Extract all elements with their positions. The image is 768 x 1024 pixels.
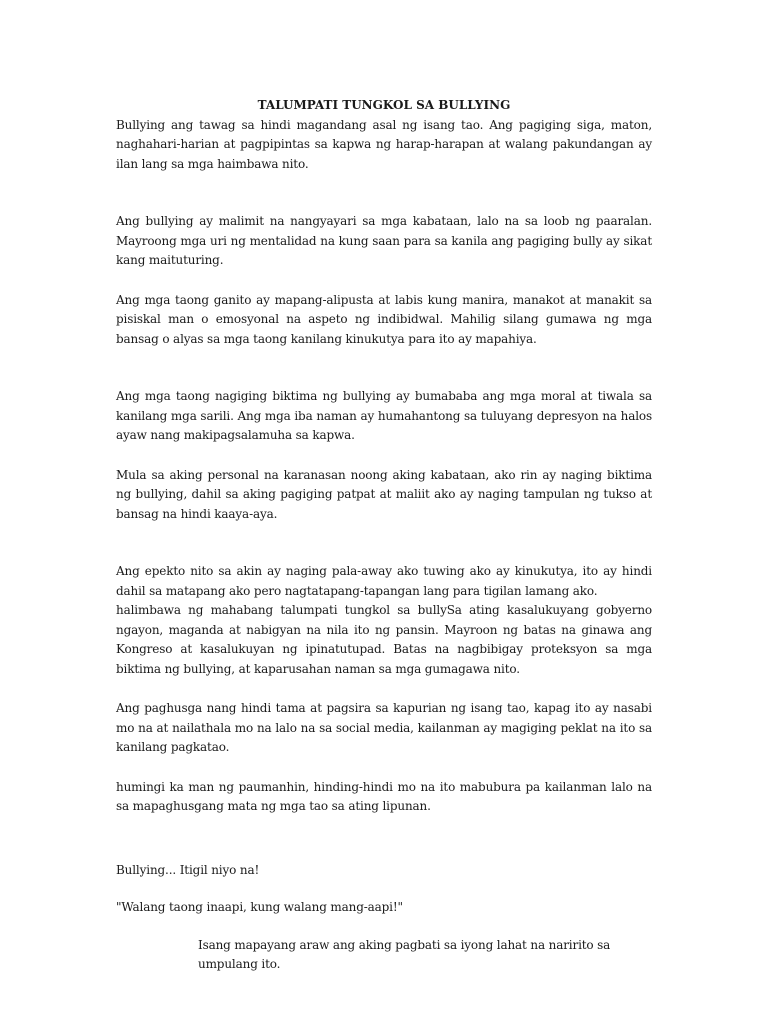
document-body (116, 96, 652, 975)
paragraph-2: Ang bullying ay malimit na nangyayari sa mga kabataan, lalo na sa loob ng paaralan. Mayroong mga uri ng mentalidad na kung saan para sa kanila ang pagiging bully ay sikat kang maituturing. (116, 214, 652, 267)
document-title: TALUMPATI TUNGKOL SA BULLYING (257, 98, 511, 112)
spacer (116, 446, 652, 466)
quote-line: "Walang taong inaapi, kung walang mang-aapi!" (116, 900, 403, 914)
spacer (116, 349, 652, 387)
spacer (116, 679, 652, 699)
spacer (116, 817, 652, 861)
spacer (116, 880, 652, 898)
greeting-line: Isang mapayang araw ang aking pagbati sa iyong lahat na naririto sa umpulang ito. (198, 937, 611, 971)
paragraph-3: Ang mga taong ganito ay mapang-alipusta at labis kung manira, manakot at manakit sa pisiskal man o emosyonal na aspeto ng indibidwal. Mahilig silang gumawa ng mga bansag o alyas sa mga taong kanilang kinukutya para ito ay mapahiya. (116, 292, 652, 346)
spacer (116, 758, 652, 778)
paragraph-1: Bullying ang tawag sa hindi magandang asal ng isang tao. Ang pagiging siga, maton, naghahari-harian at pagpipintas sa kapwa ng harap-harapan at walang pakundangan ay ilan lang sa mga haimbawa nito. (116, 117, 652, 171)
paragraph-9: humingi ka man ng paumanhin, hinding-hindi mo na ito mabubura pa kailanman lalo na sa mapaghusgang mata ng mga tao sa ating lipunan. (116, 779, 652, 813)
paragraph-8: Ang paghusga nang hindi tama at pagsira sa kapurian ng isang tao, kapag ito ay nasabi mo na at nailathala mo na lalo na sa social media, kailanman ay magiging peklat na ito sa kanilang pagkatao. (116, 701, 652, 754)
paragraph-5: Mula sa aking personal na karanasan noong aking kabataan, ako rin ay naging biktima ng bullying, dahil sa aking pagiging patpat at maliit ako ay naging tampulan ng tukso at bansag na hindi kaaya-aya. (116, 467, 652, 521)
spacer (116, 524, 652, 562)
spacer (116, 271, 652, 291)
paragraph-6: Ang epekto nito sa akin ay naging pala-away ako tuwing ako ay kinukutya, ito ay hindi dahil sa matapang ako pero nagtatapang-tapangan lang para tigilan lamang ako. (116, 564, 652, 598)
paragraph-7: halimbawa ng mahabang talumpati tungkol sa bullySa ating kasalukuyang gobyerno ngayon, maganda at nabigyan na nila ito ng pansin. Mayroon ng batas na ginawa ang Kongreso at kasalukuyan ng ipinatutupad. Batas na nagbibigay proteksyon sa mga biktima ng bullying, at kaparusahan naman sa mga gumagawa nito. (116, 603, 652, 676)
spacer (116, 174, 652, 212)
paragraph-4: Ang mga taong nagiging biktima ng bullying ay bumababa ang mga moral at tiwala sa kanilang mga sarili. Ang mga iba naman ay humahantong sa tuluyang depresyon na halos ayaw nang makipagsalamuha sa kapwa. (116, 389, 652, 442)
closing-line: Bullying... Itigil niyo na! (116, 862, 260, 877)
